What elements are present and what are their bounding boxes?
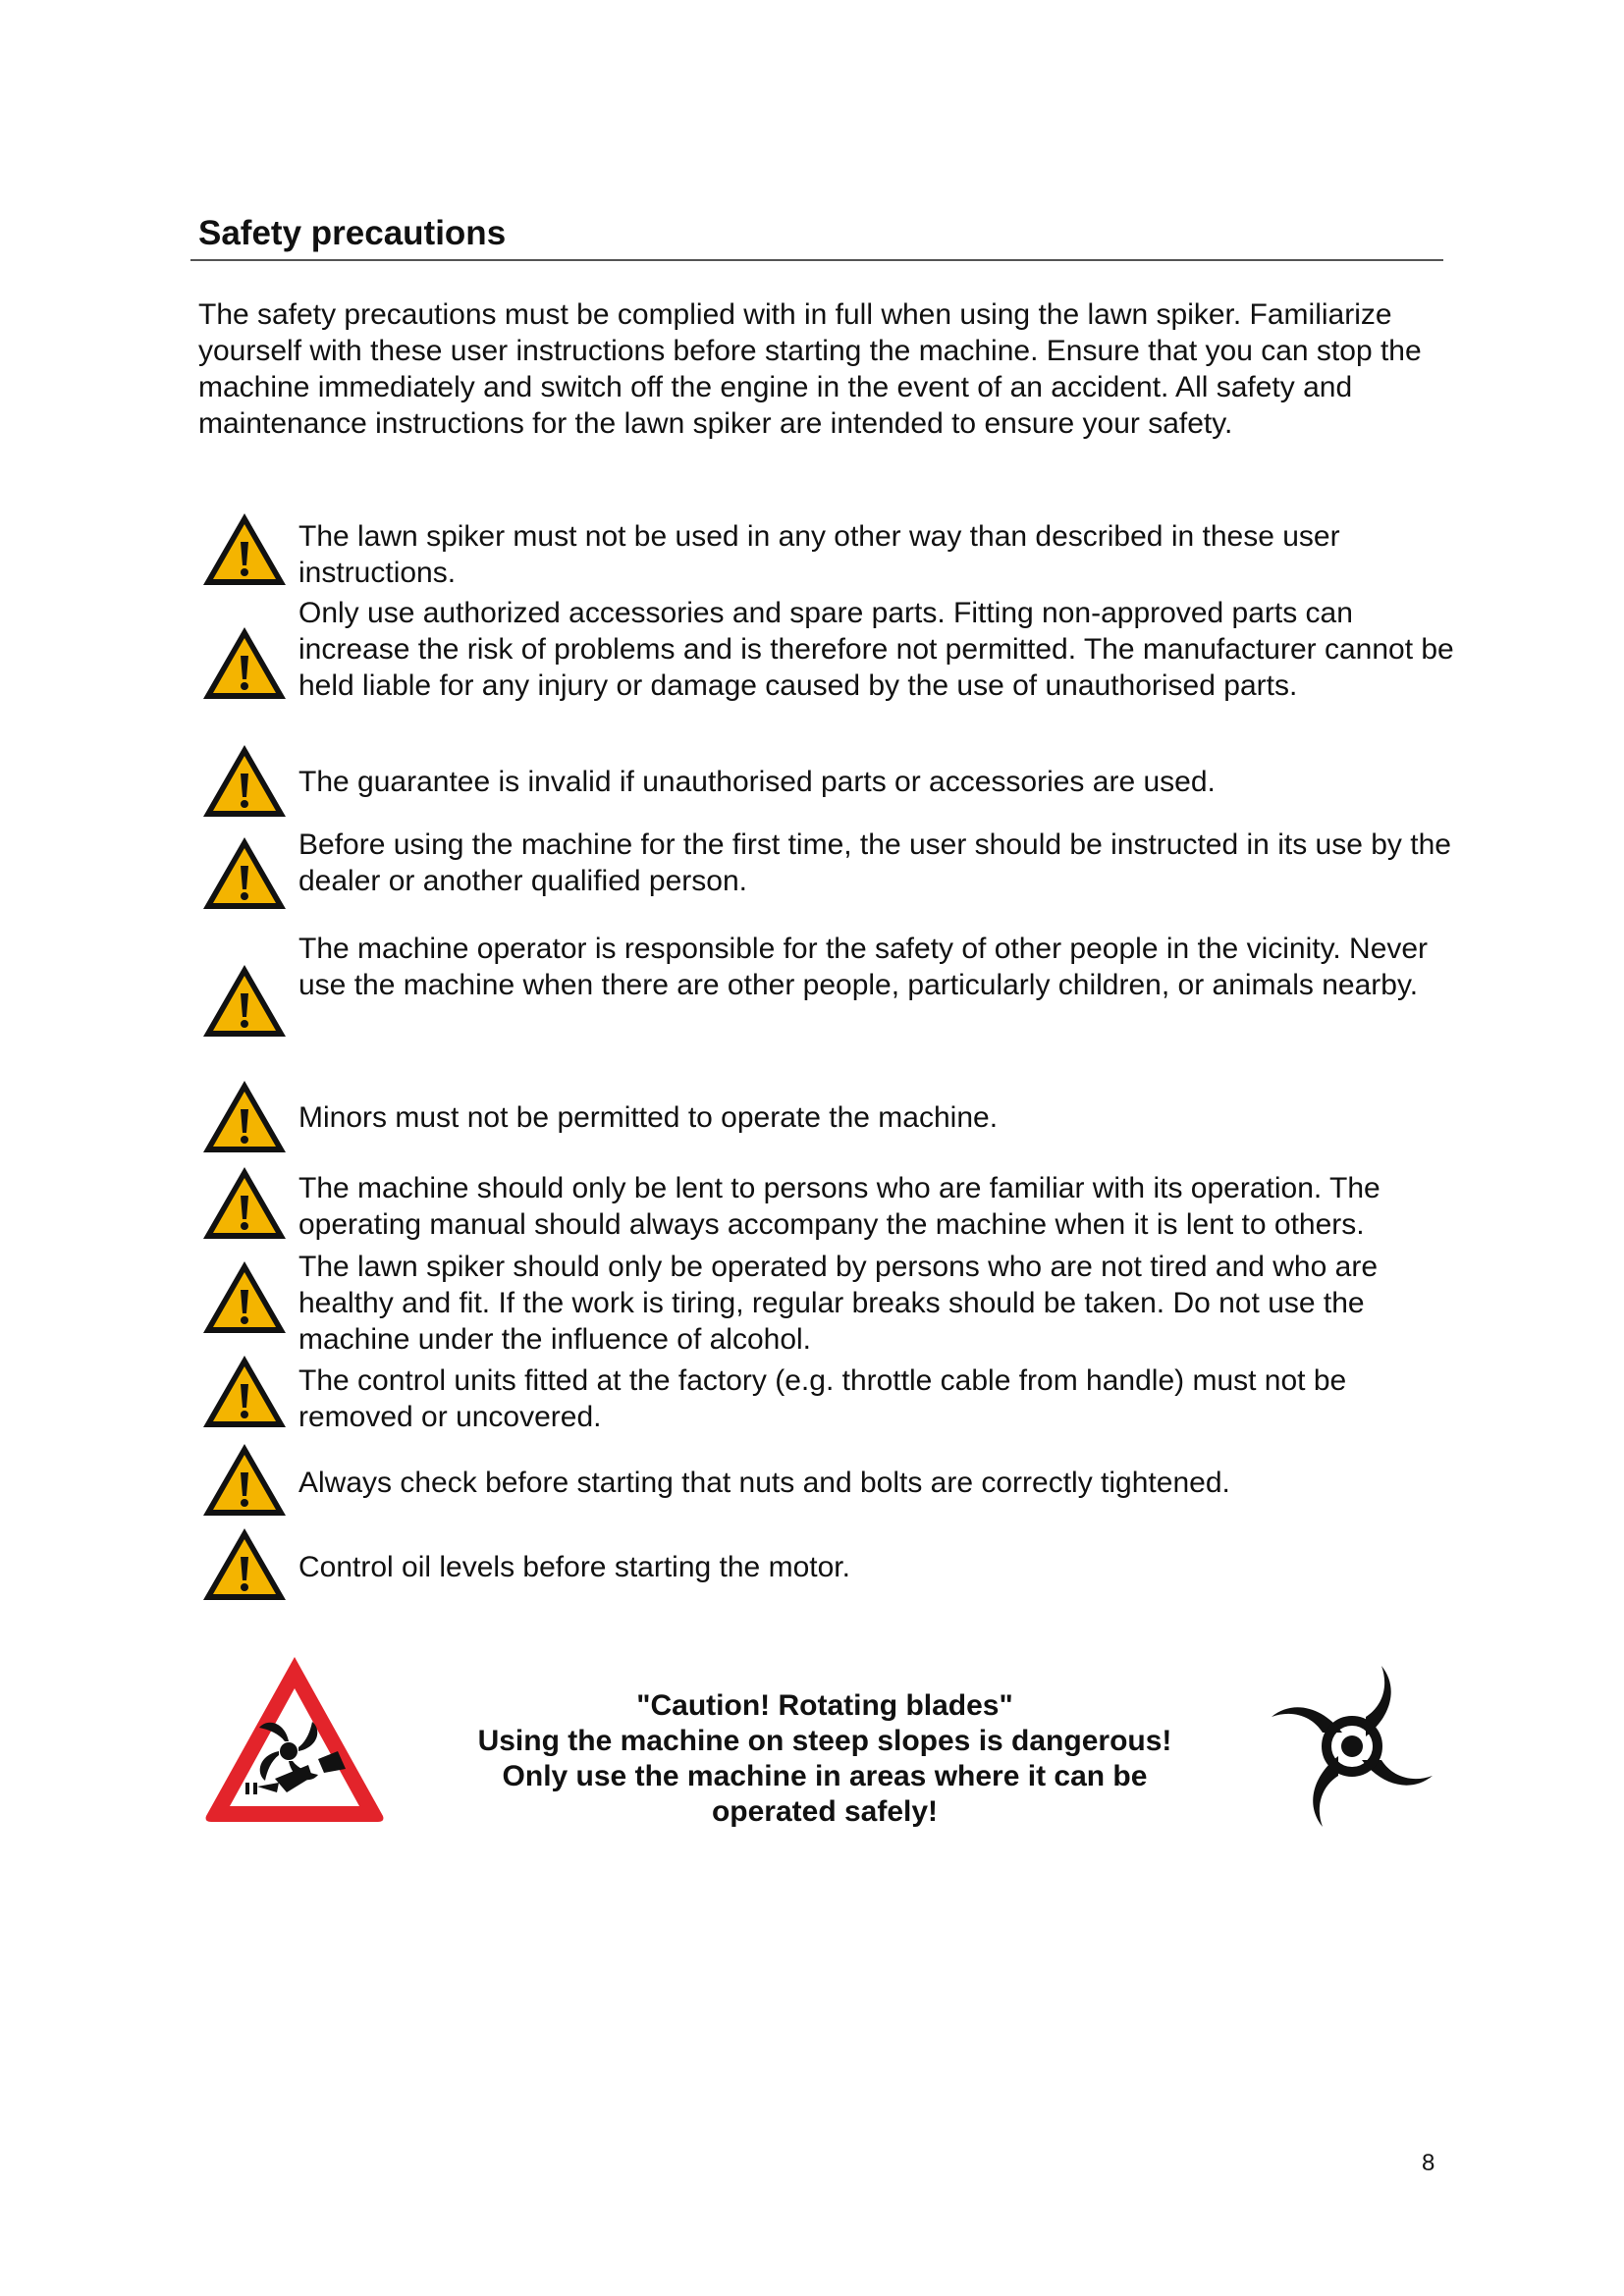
- warning-triangle-icon: [200, 1078, 289, 1156]
- caution-line: Only use the machine in areas where it can be: [502, 1760, 1148, 1792]
- warning-triangle-icon: [200, 1164, 289, 1243]
- warning-text: Minors must not be permitted to operate the machine.: [298, 1101, 999, 1134]
- warning-triangle-icon: [200, 1258, 289, 1337]
- warning-text: The lawn spiker should only be operated by persons who are not tired and who are healthy and fit. If the work is tiring, regular breaks should be taken. Do not use the machine under the influence of alcohol.: [298, 1251, 1378, 1356]
- warning-triangle-icon: [200, 510, 289, 589]
- warning-triangle-icon: [200, 1525, 289, 1604]
- warning-text: Control oil levels before starting the motor.: [298, 1551, 850, 1583]
- rotating-blades-warning-sign-icon: [198, 1649, 391, 1828]
- caution-line: operated safely!: [711, 1795, 939, 1828]
- warning-text: The lawn spiker must not be used in any other way than described in these user instructions.: [298, 520, 1340, 589]
- warning-triangle-icon: [200, 962, 289, 1041]
- intro-paragraph: The safety precautions must be complied with in full when using the lawn spiker. Familiarize yourself with these user instructions before starting the machine. Ensure that you can stop the machine immediately and switch off the engine in the event of an accident. All safety and maintenance instructions for the lawn spiker are intended to ensure your safety.: [198, 298, 1422, 440]
- warning-text: Before using the machine for the first time, the user should be instructed in its use by the dealer or another qualified person.: [298, 828, 1451, 897]
- warning-text: The guarantee is invalid if unauthorised parts or accessories are used.: [298, 766, 1216, 798]
- warning-text: The machine operator is responsible for the safety of other people in the vicinity. Never use the machine when there are other people, particularly children, or animals nearby.: [298, 933, 1429, 1001]
- page-title: Safety precautions: [198, 214, 507, 252]
- page-number: 8: [1422, 2150, 1435, 2176]
- caution-message: [422, 1688, 1227, 1830]
- warning-text: The control units fitted at the factory (e.g. throttle cable from handle) must not be removed or uncovered.: [298, 1364, 1347, 1433]
- caution-heading: "Caution! Rotating blades": [636, 1689, 1013, 1722]
- caution-line: Using the machine on steep slopes is dangerous!: [477, 1725, 1172, 1757]
- warning-text: Always check before starting that nuts and bolts are correctly tightened.: [298, 1467, 1230, 1499]
- warning-text: The machine should only be lent to persons who are familiar with its operation. The operating manual should always accompany the machine when it is lent to others.: [298, 1172, 1380, 1241]
- warning-triangle-icon: [200, 1441, 289, 1520]
- warning-triangle-icon: [200, 742, 289, 821]
- warning-triangle-icon: [200, 624, 289, 703]
- warning-triangle-icon: [200, 834, 289, 913]
- warning-text: Only use authorized accessories and spare parts. Fitting non-approved parts can increase the risk of problems and is therefore not permitted. The manufacturer cannot be held liable for any injury or damage caused by the use of unauthorised parts.: [298, 597, 1454, 702]
- rotating-blade-icon: [1261, 1655, 1443, 1838]
- warning-triangle-icon: [200, 1353, 289, 1431]
